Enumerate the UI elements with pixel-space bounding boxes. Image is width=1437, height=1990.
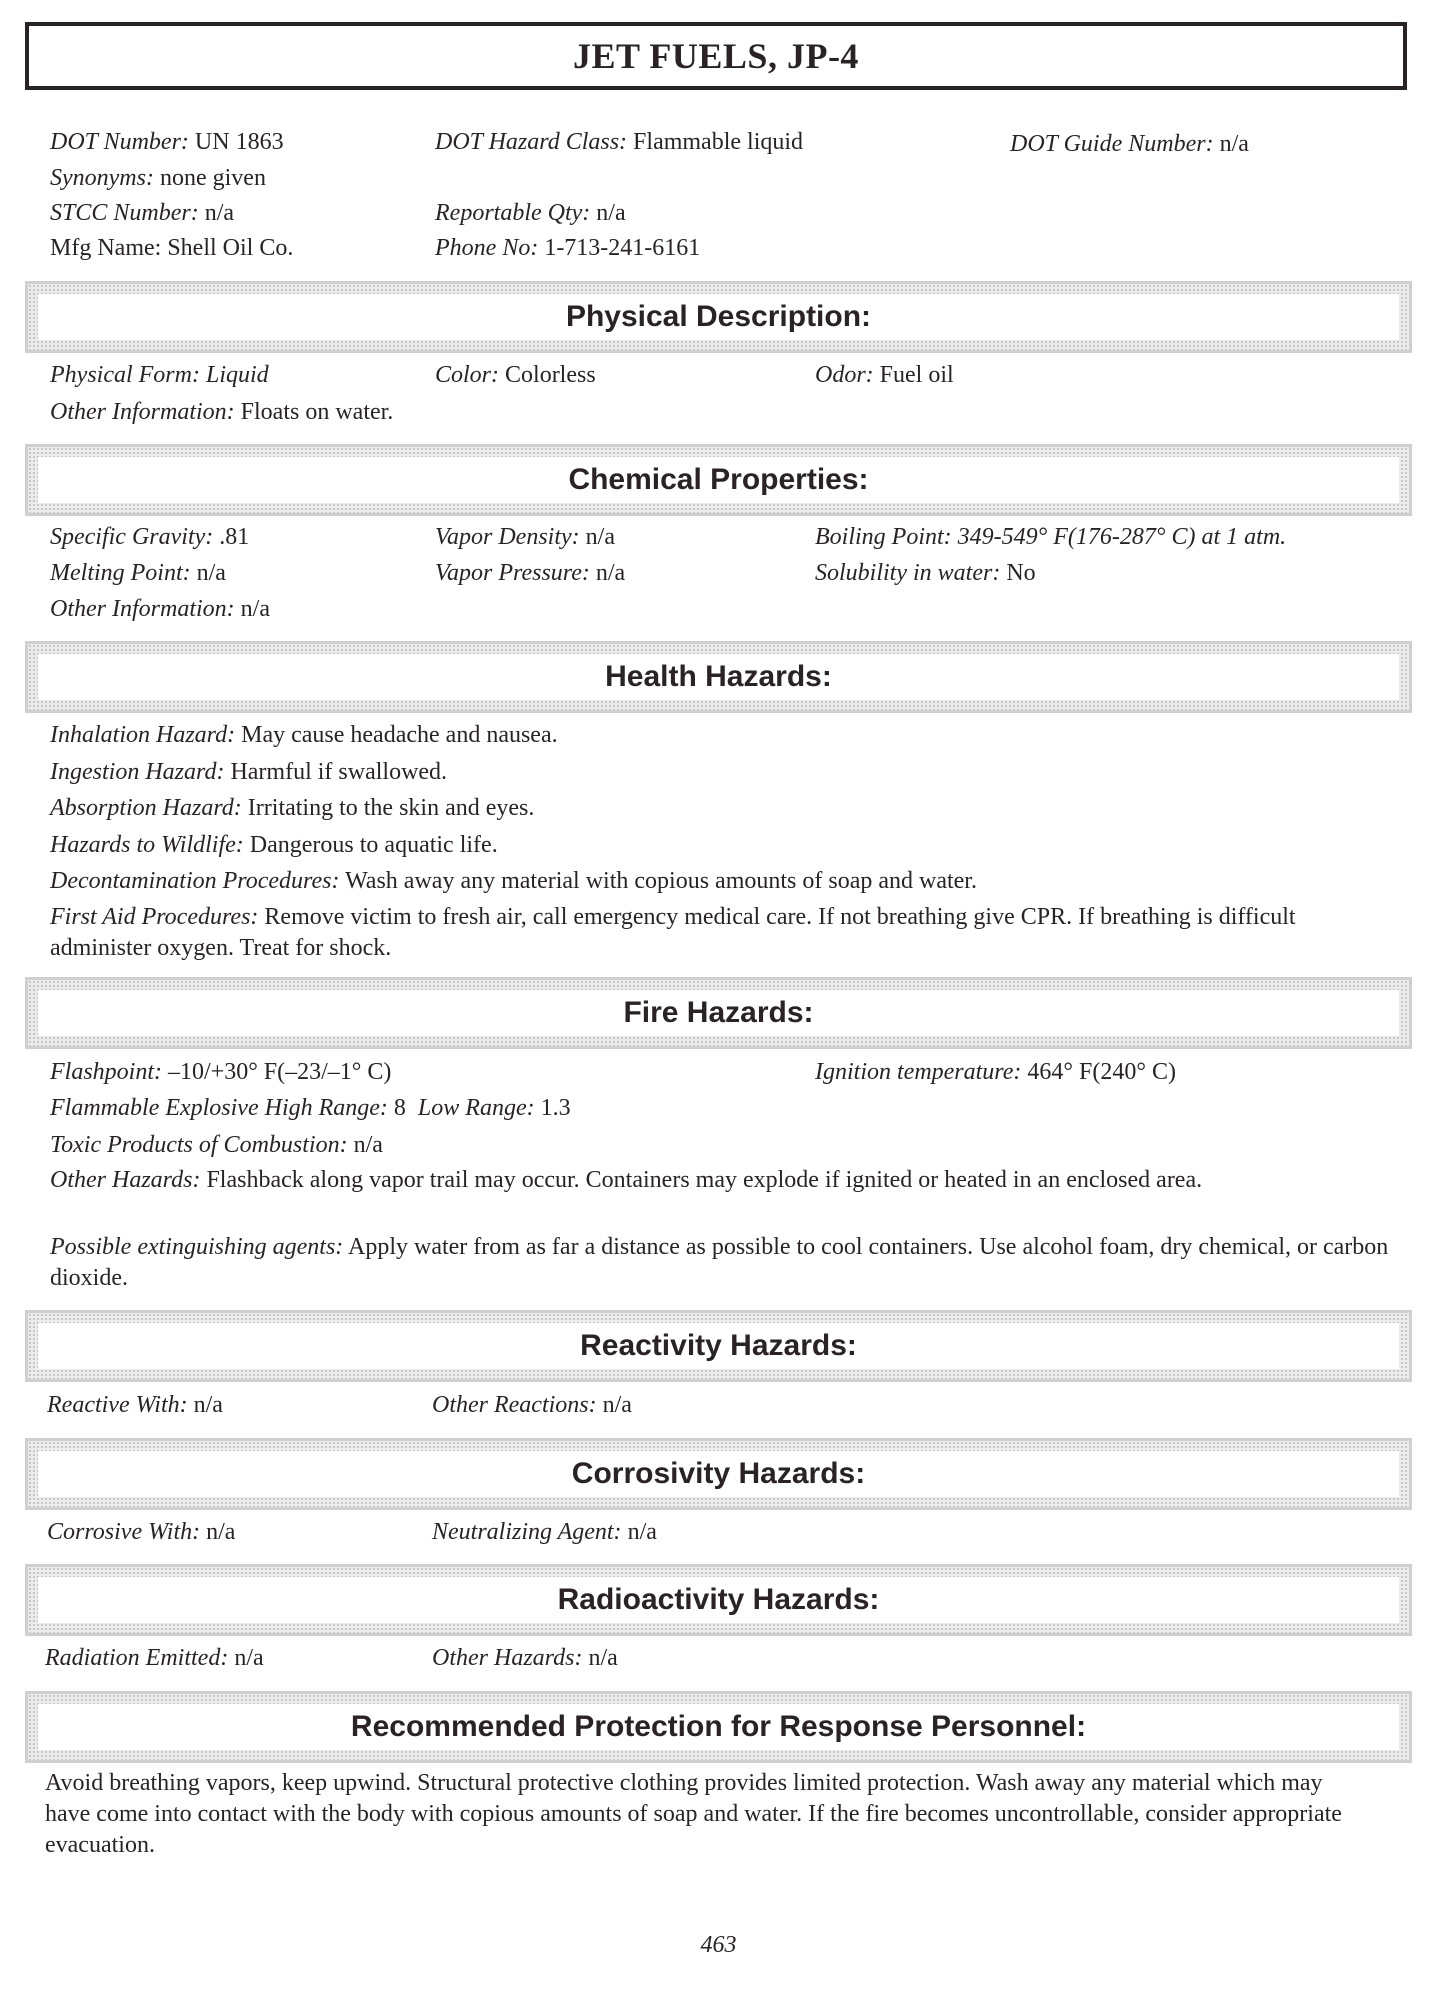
field-value: n/a: [353, 1132, 383, 1158]
odor-field: [815, 360, 954, 390]
field-label: Boiling Point:: [815, 524, 952, 550]
inhalation-hazard-field: [50, 720, 558, 750]
section-heading: Chemical Properties:: [568, 463, 869, 496]
dot-hazard-class-field: [435, 127, 803, 157]
field-label: Hazards to Wildlife:: [50, 832, 244, 858]
phone-no-field: [435, 233, 700, 263]
reactive-with-field: [47, 1390, 223, 1420]
wildlife-hazard-field: [50, 830, 498, 860]
mfg-name-field: [50, 233, 293, 263]
section-heading: Fire Hazards:: [623, 996, 814, 1029]
field-value: –10/+30° F(–23/–1° C): [168, 1059, 392, 1085]
first-aid-field: [50, 902, 1395, 964]
field-value: 8: [393, 1095, 406, 1121]
field-value: n/a: [193, 1392, 223, 1418]
field-value: n/a: [240, 596, 270, 622]
field-value: n/a: [588, 1645, 618, 1671]
field-value: 349-549° F(176-287° C) at 1 atm.: [957, 524, 1287, 550]
reportable-qty-field: [435, 198, 626, 228]
physical-other-info-field: [50, 397, 393, 427]
field-label: Color:: [435, 362, 500, 388]
field-label: Odor:: [815, 362, 874, 388]
field-label: Other Reactions:: [432, 1392, 597, 1418]
dot-number-field: [50, 127, 284, 157]
recommended-protection-header: [25, 1691, 1412, 1763]
field-value: none given: [159, 165, 266, 191]
field-value: Flammable liquid: [633, 129, 804, 155]
field-value: Irritating to the skin and eyes.: [247, 795, 535, 821]
field-value: No: [1006, 560, 1036, 586]
field-label: First Aid Procedures:: [50, 904, 259, 930]
field-label: Toxic Products of Combustion:: [50, 1132, 348, 1158]
field-value: Shell Oil Co.: [167, 235, 294, 261]
extinguishing-agents-field: [50, 1232, 1395, 1294]
field-label: Ingestion Hazard:: [50, 759, 225, 785]
physical-form-field: [50, 360, 269, 390]
health-hazards-header: [25, 641, 1412, 713]
field-value: n/a: [595, 560, 626, 586]
field-value: n/a: [585, 524, 615, 550]
field-value: n/a: [206, 1519, 236, 1545]
section-heading: Reactivity Hazards:: [580, 1329, 857, 1362]
corrosive-with-field: [47, 1517, 235, 1547]
absorption-hazard-field: [50, 793, 534, 823]
field-label: DOT Number:: [50, 129, 189, 155]
field-label: Phone No:: [435, 235, 539, 261]
section-heading: Health Hazards:: [605, 660, 832, 693]
section-heading: Corrosivity Hazards:: [571, 1457, 866, 1490]
section-heading: Recommended Protection for Response Personnel:: [350, 1710, 1087, 1743]
field-value: 1-713-241-6161: [544, 235, 701, 261]
field-value: Colorless: [505, 362, 596, 388]
field-value: n/a: [234, 1645, 264, 1671]
radioactivity-hazards-header: [25, 1564, 1412, 1636]
field-value: Apply water from as far a distance as possible to cool containers. Use alcohol foam, dry chemical, or carbon dioxide.: [50, 1234, 1389, 1291]
field-label: Other Information:: [50, 399, 235, 425]
field-label: Synonyms:: [50, 165, 154, 191]
neutralizing-agent-field: [432, 1517, 657, 1547]
field-label: Reactive With:: [47, 1392, 188, 1418]
field-value: Harmful if swallowed.: [230, 759, 448, 785]
field-label: Vapor Pressure:: [435, 560, 590, 586]
field-label: Ignition temperature:: [815, 1059, 1022, 1085]
field-label: Physical Form:: [50, 362, 200, 388]
field-label: Neutralizing Agent:: [432, 1519, 622, 1545]
vapor-pressure-field: [435, 558, 625, 588]
field-value: Liquid: [205, 362, 269, 388]
radiation-emitted-field: [45, 1643, 264, 1673]
field-value: 464° F(240° C): [1027, 1059, 1176, 1085]
flammable-range-field: [50, 1093, 571, 1123]
field-label: Vapor Density:: [435, 524, 580, 550]
ingestion-hazard-field: [50, 757, 447, 787]
decontamination-field: [50, 866, 977, 896]
field-value: Flashback along vapor trail may occur. Containers may explode if ignited or heated in an enclosed area.: [206, 1167, 1203, 1193]
page-number: 463: [700, 1932, 737, 1958]
synonyms-field: [50, 163, 266, 193]
field-label: Melting Point:: [50, 560, 191, 586]
field-label: Corrosive With:: [47, 1519, 201, 1545]
field-value: May cause headache and nausea.: [241, 722, 558, 748]
field-value: n/a: [196, 560, 226, 586]
field-value: 1.3: [540, 1095, 571, 1121]
fire-other-hazards-field: [50, 1165, 1395, 1196]
field-label: Decontamination Procedures:: [50, 868, 340, 894]
title-box: [25, 22, 1407, 90]
reactivity-hazards-header: [25, 1310, 1412, 1382]
stcc-number-field: [50, 198, 234, 228]
boiling-point-field: [815, 522, 1286, 552]
flashpoint-field: [50, 1057, 391, 1087]
toxic-products-field: [50, 1130, 383, 1160]
field-label: Absorption Hazard:: [50, 795, 242, 821]
chemical-other-info-field: [50, 594, 270, 624]
melting-point-field: [50, 558, 226, 588]
field-label: Flammable Explosive High Range:: [50, 1095, 388, 1121]
field-value: Floats on water.: [240, 399, 394, 425]
field-value: Wash away any material with copious amounts of soap and water.: [345, 868, 977, 894]
field-label: Specific Gravity:: [50, 524, 214, 550]
radio-other-hazards-field: [432, 1643, 618, 1673]
field-value: n/a: [627, 1519, 657, 1545]
field-value: Fuel oil: [879, 362, 954, 388]
protection-text: Avoid breathing vapors, keep upwind. Structural protective clothing provides limited protection. Wash away any material which may have come into contact with the body with copious amounts of soap and water. If the fire becomes uncontrollable, consider appropriate evacuation.: [45, 1770, 1342, 1858]
field-value: Remove victim to fresh air, call emergency medical care. If not breathing give CPR. If breathing is difficult administer oxygen. Treat for shock.: [50, 904, 1296, 961]
vapor-density-field: [435, 522, 615, 552]
physical-description-header: [25, 281, 1412, 353]
field-label: DOT Hazard Class:: [435, 129, 628, 155]
page-title: JET FUELS, JP-4: [573, 36, 859, 76]
fire-hazards-header: [25, 977, 1412, 1049]
field-value: n/a: [204, 200, 235, 226]
dot-guide-number-field: [1010, 129, 1249, 159]
field-label: STCC Number:: [50, 200, 199, 226]
field-label: Other Hazards:: [50, 1167, 201, 1193]
field-label: Reportable Qty:: [435, 200, 591, 226]
other-reactions-field: [432, 1390, 632, 1420]
section-heading: Radioactivity Hazards:: [557, 1583, 880, 1616]
ignition-temperature-field: [815, 1057, 1176, 1087]
field-label: Possible extinguishing agents:: [50, 1234, 344, 1260]
field-label: Flashpoint:: [50, 1059, 162, 1085]
chemical-properties-header: [25, 444, 1412, 516]
field-value: n/a: [1219, 131, 1249, 157]
field-label: Other Hazards:: [432, 1645, 583, 1671]
field-label: Mfg Name:: [50, 235, 162, 261]
field-value: n/a: [602, 1392, 632, 1418]
field-value: .81: [219, 524, 250, 550]
field-label: Solubility in water:: [815, 560, 1001, 586]
color-field: [435, 360, 596, 390]
field-label: Radiation Emitted:: [45, 1645, 229, 1671]
field-value: UN 1863: [194, 129, 284, 155]
field-label: Other Information:: [50, 596, 235, 622]
specific-gravity-field: [50, 522, 249, 552]
corrosivity-hazards-header: [25, 1438, 1412, 1510]
field-value: Dangerous to aquatic life.: [249, 832, 498, 858]
solubility-field: [815, 558, 1036, 588]
field-value: n/a: [596, 200, 626, 226]
field-label: DOT Guide Number:: [1010, 131, 1214, 157]
field-label: Low Range:: [417, 1095, 535, 1121]
field-label: Inhalation Hazard:: [50, 722, 236, 748]
section-heading: Physical Description:: [565, 300, 872, 333]
